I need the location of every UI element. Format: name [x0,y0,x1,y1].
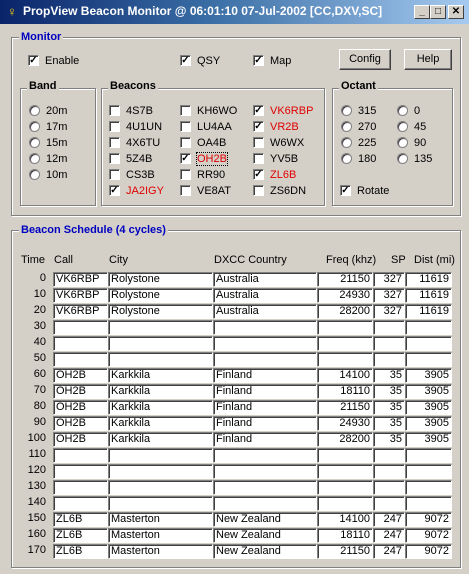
rotate-label: Rotate [357,185,390,198]
maximize-button[interactable]: □ [430,5,446,19]
col-header-city: City [109,254,128,266]
schedule-cell-dist[interactable]: 9072 [405,528,452,543]
band-option-20m[interactable] [29,104,67,118]
schedule-cell-call[interactable] [53,496,108,511]
beacon-check-box[interactable] [180,105,191,116]
beacon-check-box[interactable]: ✓ [254,168,263,180]
schedule-cell-call[interactable] [53,336,108,351]
row-time-label: 110 [28,448,46,460]
schedule-cell-sp[interactable]: 247 [373,512,405,527]
title-bar[interactable] [0,0,469,24]
radio-circle[interactable] [341,137,352,148]
schedule-cell-country[interactable]: Finland [213,400,317,415]
beacon-check-box[interactable] [109,137,120,148]
enable-check-box[interactable]: ✓ [29,54,38,66]
schedule-cell-call[interactable]: ZL6B [53,544,108,559]
row-time-label: 100 [27,432,46,444]
schedule-cell-sp[interactable] [373,352,405,367]
schedule-cell-call[interactable]: VK6RBP [53,272,108,287]
schedule-cell-dist[interactable] [405,448,452,463]
radio-circle[interactable] [29,137,40,148]
schedule-cell-city[interactable] [108,320,213,335]
beacon-call-label: YV5B [270,153,299,166]
rotate-check-box[interactable]: ✓ [341,184,350,196]
octant-option-label: 180 [358,153,377,165]
schedule-cell-dist[interactable] [405,496,452,511]
row-time-label: 50 [33,352,46,364]
schedule-cell-dist[interactable]: 3905 [405,416,452,431]
beacon-call-label: ZS6DN [270,185,307,198]
schedule-cell-freq[interactable]: 14100 [317,512,373,527]
schedule-cell-call[interactable]: OH2B [53,432,108,447]
beacon-check-box[interactable]: ✓ [254,120,263,132]
map-label: Map [270,55,292,68]
col-header-country: DXCC Country [214,254,287,266]
beacon-checkbox-lu4aa[interactable] [180,120,232,134]
octant-option-0[interactable] [397,104,420,118]
schedule-cell-call[interactable] [53,464,108,479]
schedule-cell-dist[interactable] [405,336,452,351]
band-option-15m[interactable] [29,136,67,150]
octant-option-label: 45 [414,121,427,133]
schedule-cell-dist[interactable] [405,352,452,367]
schedule-cell-city[interactable] [108,480,213,495]
monitor-group-label: Monitor [21,31,62,43]
beacon-call-label: 4U1UN [126,121,163,134]
band-option-label: 20m [46,105,68,117]
beacon-check-box[interactable] [180,185,191,196]
beacon-check-box[interactable] [109,121,120,132]
schedule-cell-call[interactable] [53,448,108,463]
octant-option-label: 135 [414,153,433,165]
schedule-cell-city[interactable]: Masterton [108,512,213,527]
schedule-cell-country[interactable]: New Zealand [213,512,317,527]
beacon-call-label: ZL6B [270,169,297,182]
beacon-call-label: JA2IGY [126,185,164,198]
beacon-check-box[interactable] [180,169,191,180]
radio-circle[interactable] [397,105,408,116]
close-button[interactable]: ✕ [448,5,464,19]
row-time-label: 30 [33,320,46,332]
help-button[interactable]: Help [404,49,452,70]
schedule-cell-call[interactable]: ZL6B [53,512,108,527]
schedule-cell-dist[interactable]: 9072 [405,544,452,559]
schedule-cell-call[interactable] [53,320,108,335]
schedule-cell-call[interactable]: OH2B [53,384,108,399]
schedule-cell-country[interactable]: Australia [213,288,317,303]
schedule-cell-dist[interactable]: 11619 [405,272,452,287]
beacon-check-box[interactable] [109,105,120,116]
minimize-button[interactable]: _ [414,5,430,19]
schedule-cell-sp[interactable] [373,480,405,495]
radio-circle[interactable] [341,105,352,116]
beacon-check-box[interactable] [180,121,191,132]
band-option-label: 12m [46,153,68,165]
radio-circle[interactable] [29,153,40,164]
beacon-call-label: VE8AT [197,185,232,198]
schedule-cell-freq[interactable]: 21150 [317,400,373,415]
radio-circle[interactable] [397,121,408,132]
schedule-cell-city[interactable]: Rolystone [108,272,213,287]
octant-option-label: 225 [358,137,377,149]
schedule-cell-sp[interactable]: 327 [373,272,405,287]
schedule-cell-dist[interactable]: 3905 [405,384,452,399]
row-time-label: 70 [33,384,46,396]
schedule-cell-city[interactable] [108,336,213,351]
radio-circle[interactable] [29,105,40,116]
schedule-cell-call[interactable]: VK6RBP [53,304,108,319]
qsy-check-box[interactable]: ✓ [181,54,190,66]
octant-option-135[interactable] [397,152,432,166]
beacon-checkbox-ve8at[interactable] [180,184,231,198]
schedule-cell-freq[interactable]: 18110 [317,528,373,543]
beacon-checkbox-cs3b[interactable] [109,168,155,182]
beacon-checkbox-4s7b[interactable] [109,104,153,118]
schedule-cell-sp[interactable]: 327 [373,288,405,303]
octant-option-225[interactable] [341,136,376,150]
schedule-cell-call[interactable]: OH2B [53,368,108,383]
beacon-checkbox-yv5b[interactable] [253,152,298,166]
map-check-box[interactable]: ✓ [254,54,263,66]
beacon-call-label: 5Z4B [126,153,153,166]
octant-option-label: 90 [414,137,427,149]
beacon-checkbox-4x6tu[interactable] [109,136,160,150]
schedule-cell-dist[interactable]: 3905 [405,368,452,383]
schedule-cell-sp[interactable] [373,496,405,511]
row-time-label: 60 [33,368,46,380]
schedule-cell-sp[interactable] [373,464,405,479]
radio-circle[interactable] [341,121,352,132]
schedule-cell-call[interactable]: OH2B [53,416,108,431]
schedule-cell-freq[interactable] [317,464,373,479]
beacon-checkbox-zl6b[interactable] [253,168,296,182]
schedule-cell-sp[interactable]: 35 [373,432,405,447]
beacon-call-label: RR90 [197,169,226,182]
schedule-cell-call[interactable]: OH2B [53,400,108,415]
row-time-label: 170 [27,544,46,556]
schedule-cell-city[interactable] [108,496,213,511]
col-header-dist: Dist (mi) [414,254,455,266]
band-group-label: Band [29,80,57,92]
row-time-label: 120 [27,464,46,476]
beacon-check-box[interactable]: ✓ [110,184,119,196]
schedule-cell-dist[interactable]: 11619 [405,304,452,319]
schedule-cell-city[interactable]: Rolystone [108,288,213,303]
schedule-cell-freq[interactable] [317,352,373,367]
schedule-cell-freq[interactable] [317,336,373,351]
schedule-cell-country[interactable] [213,336,317,351]
col-header-call: Call [54,254,73,266]
row-time-label: 150 [27,512,46,524]
row-time-label: 140 [27,496,46,508]
schedule-cell-city[interactable] [108,448,213,463]
schedule-cell-sp[interactable]: 35 [373,400,405,415]
beacon-call-label: KH6WO [197,105,238,118]
beacon-check-box[interactable] [109,153,120,164]
schedule-cell-country[interactable]: Finland [213,368,317,383]
schedule-cell-freq[interactable]: 28200 [317,304,373,319]
schedule-cell-freq[interactable]: 21150 [317,544,373,559]
col-header-freq: Freq (khz) [326,254,377,266]
schedule-cell-sp[interactable]: 327 [373,304,405,319]
beacon-call-label: OA4B [197,137,227,150]
band-option-label: 15m [46,137,68,149]
schedule-cell-country[interactable] [213,320,317,335]
schedule-cell-sp[interactable]: 247 [373,528,405,543]
radio-circle[interactable] [29,169,40,180]
schedule-cell-sp[interactable]: 247 [373,544,405,559]
schedule-cell-country[interactable]: New Zealand [213,528,317,543]
octant-option-label: 270 [358,121,377,133]
schedule-cell-city[interactable]: Karkkila [108,384,213,399]
schedule-cell-country[interactable]: Finland [213,432,317,447]
octant-option-label: 0 [414,105,421,117]
schedule-cell-country[interactable]: Australia [213,272,317,287]
beacon-checkbox-zs6dn[interactable] [253,184,306,198]
octant-option-45[interactable] [397,120,426,134]
schedule-cell-city[interactable]: Masterton [108,528,213,543]
radio-circle[interactable] [397,153,408,164]
octant-option-315[interactable] [341,104,376,118]
beacon-checkbox-vr2b[interactable] [253,120,299,134]
enable-checkbox[interactable] [28,54,79,68]
qsy-label: QSY [197,55,221,68]
row-time-label: 0 [39,272,46,284]
beacons-group-label: Beacons [110,80,156,92]
row-time-label: 160 [27,528,46,540]
row-time-label: 10 [33,288,46,300]
row-time-label: 40 [33,336,46,348]
beacon-check-box[interactable] [109,169,120,180]
row-time-label: 130 [27,480,46,492]
row-time-label: 90 [33,416,46,428]
beacon-call-label: VK6RBP [270,105,314,118]
beacon-checkbox-oa4b[interactable] [180,136,226,150]
octant-option-270[interactable] [341,120,376,134]
schedule-cell-city[interactable]: Karkkila [108,368,213,383]
schedule-cell-sp[interactable] [373,320,405,335]
schedule-cell-freq[interactable]: 24930 [317,288,373,303]
beacon-call-label: 4X6TU [126,137,161,150]
schedule-cell-city[interactable] [108,464,213,479]
radio-circle[interactable] [397,137,408,148]
beacon-checkbox-5z4b[interactable] [109,152,152,166]
schedule-cell-dist[interactable] [405,480,452,495]
schedule-cell-sp[interactable] [373,448,405,463]
band-option-label: 10m [46,169,68,181]
config-button[interactable]: Config [339,49,391,70]
schedule-cell-country[interactable] [213,496,317,511]
beacon-checkbox-oh2b[interactable] [180,152,227,166]
beacon-check-box[interactable]: ✓ [181,152,190,164]
enable-label: Enable [45,55,80,68]
row-time-label: 80 [33,400,46,412]
schedule-cell-dist[interactable]: 11619 [405,288,452,303]
schedule-cell-sp[interactable]: 35 [373,384,405,399]
app-icon: ♀ [7,4,17,19]
schedule-cell-call[interactable] [53,480,108,495]
beacon-checkbox-rr90[interactable] [180,168,225,182]
beacon-check-box[interactable] [253,185,264,196]
col-header-sp: SP [391,254,406,266]
schedule-cell-sp[interactable]: 35 [373,368,405,383]
schedule-cell-dist[interactable] [405,320,452,335]
beacon-checkbox-ja2igy[interactable] [109,184,164,198]
schedule-cell-country[interactable] [213,464,317,479]
schedule-cell-city[interactable]: Rolystone [108,304,213,319]
schedule-cell-country[interactable] [213,480,317,495]
schedule-cell-call[interactable]: ZL6B [53,528,108,543]
col-header-time: Time [21,254,46,266]
schedule-cell-dist[interactable] [405,464,452,479]
schedule-cell-freq[interactable]: 28200 [317,432,373,447]
schedule-cell-sp[interactable]: 35 [373,416,405,431]
schedule-cell-freq[interactable]: 21150 [317,272,373,287]
row-time-label: 20 [33,304,46,316]
beacon-call-label: 4S7B [126,105,153,118]
beacon-call-label: CS3B [126,169,155,182]
beacon-checkbox-kh6wo[interactable] [180,104,237,118]
octant-option-90[interactable] [397,136,426,150]
schedule-cell-country[interactable]: Finland [213,416,317,431]
schedule-cell-city[interactable]: Karkkila [108,432,213,447]
schedule-cell-country[interactable] [213,448,317,463]
schedule-cell-country[interactable] [213,352,317,367]
schedule-cell-city[interactable]: Masterton [108,544,213,559]
beacon-call-label: VR2B [270,121,299,134]
beacon-call-label: LU4AA [197,121,232,134]
schedule-cell-call[interactable]: VK6RBP [53,288,108,303]
rotate-checkbox[interactable] [340,184,389,198]
schedule-cell-freq[interactable]: 24930 [317,416,373,431]
map-checkbox[interactable] [253,54,291,68]
schedule-cell-city[interactable] [108,352,213,367]
beacon-checkbox-w6wx[interactable] [253,136,304,150]
beacon-check-box[interactable]: ✓ [254,104,263,116]
schedule-cell-country[interactable]: New Zealand [213,544,317,559]
schedule-cell-dist[interactable]: 3905 [405,432,452,447]
radio-circle[interactable] [341,153,352,164]
beacon-call-label: OH2B [197,153,227,166]
schedule-cell-freq[interactable] [317,480,373,495]
band-option-10m[interactable] [29,168,67,182]
octant-option-label: 315 [358,105,377,117]
schedule-cell-city[interactable]: Karkkila [108,400,213,415]
beacon-checkbox-vk6rbp[interactable] [253,104,313,118]
schedule-cell-freq[interactable] [317,448,373,463]
schedule-cell-freq[interactable] [317,320,373,335]
schedule-cell-country[interactable]: Finland [213,384,317,399]
radio-circle[interactable] [29,121,40,132]
schedule-cell-freq[interactable]: 14100 [317,368,373,383]
schedule-cell-country[interactable]: Australia [213,304,317,319]
schedule-cell-freq[interactable]: 18110 [317,384,373,399]
beacon-checkbox-4u1un[interactable] [109,120,162,134]
schedule-cell-sp[interactable] [373,336,405,351]
schedule-cell-call[interactable] [53,352,108,367]
beacon-call-label: W6WX [270,137,305,150]
octant-option-180[interactable] [341,152,376,166]
beacon-check-box[interactable] [253,137,264,148]
schedule-cell-dist[interactable]: 9072 [405,512,452,527]
qsy-checkbox[interactable] [180,54,220,68]
beacon-check-box[interactable] [180,137,191,148]
schedule-cell-dist[interactable]: 3905 [405,400,452,415]
octant-group-label: Octant [341,80,376,92]
band-option-12m[interactable] [29,152,67,166]
schedule-cell-freq[interactable] [317,496,373,511]
band-option-17m[interactable] [29,120,67,134]
band-option-label: 17m [46,121,68,133]
window-title: PropView Beacon Monitor @ 06:01:10 07-Jul-2002 [CC,DXV,SC] [23,4,383,18]
beacon-check-box[interactable] [253,153,264,164]
schedule-cell-city[interactable]: Karkkila [108,416,213,431]
schedule-group-label: Beacon Schedule (4 cycles) [21,224,166,236]
